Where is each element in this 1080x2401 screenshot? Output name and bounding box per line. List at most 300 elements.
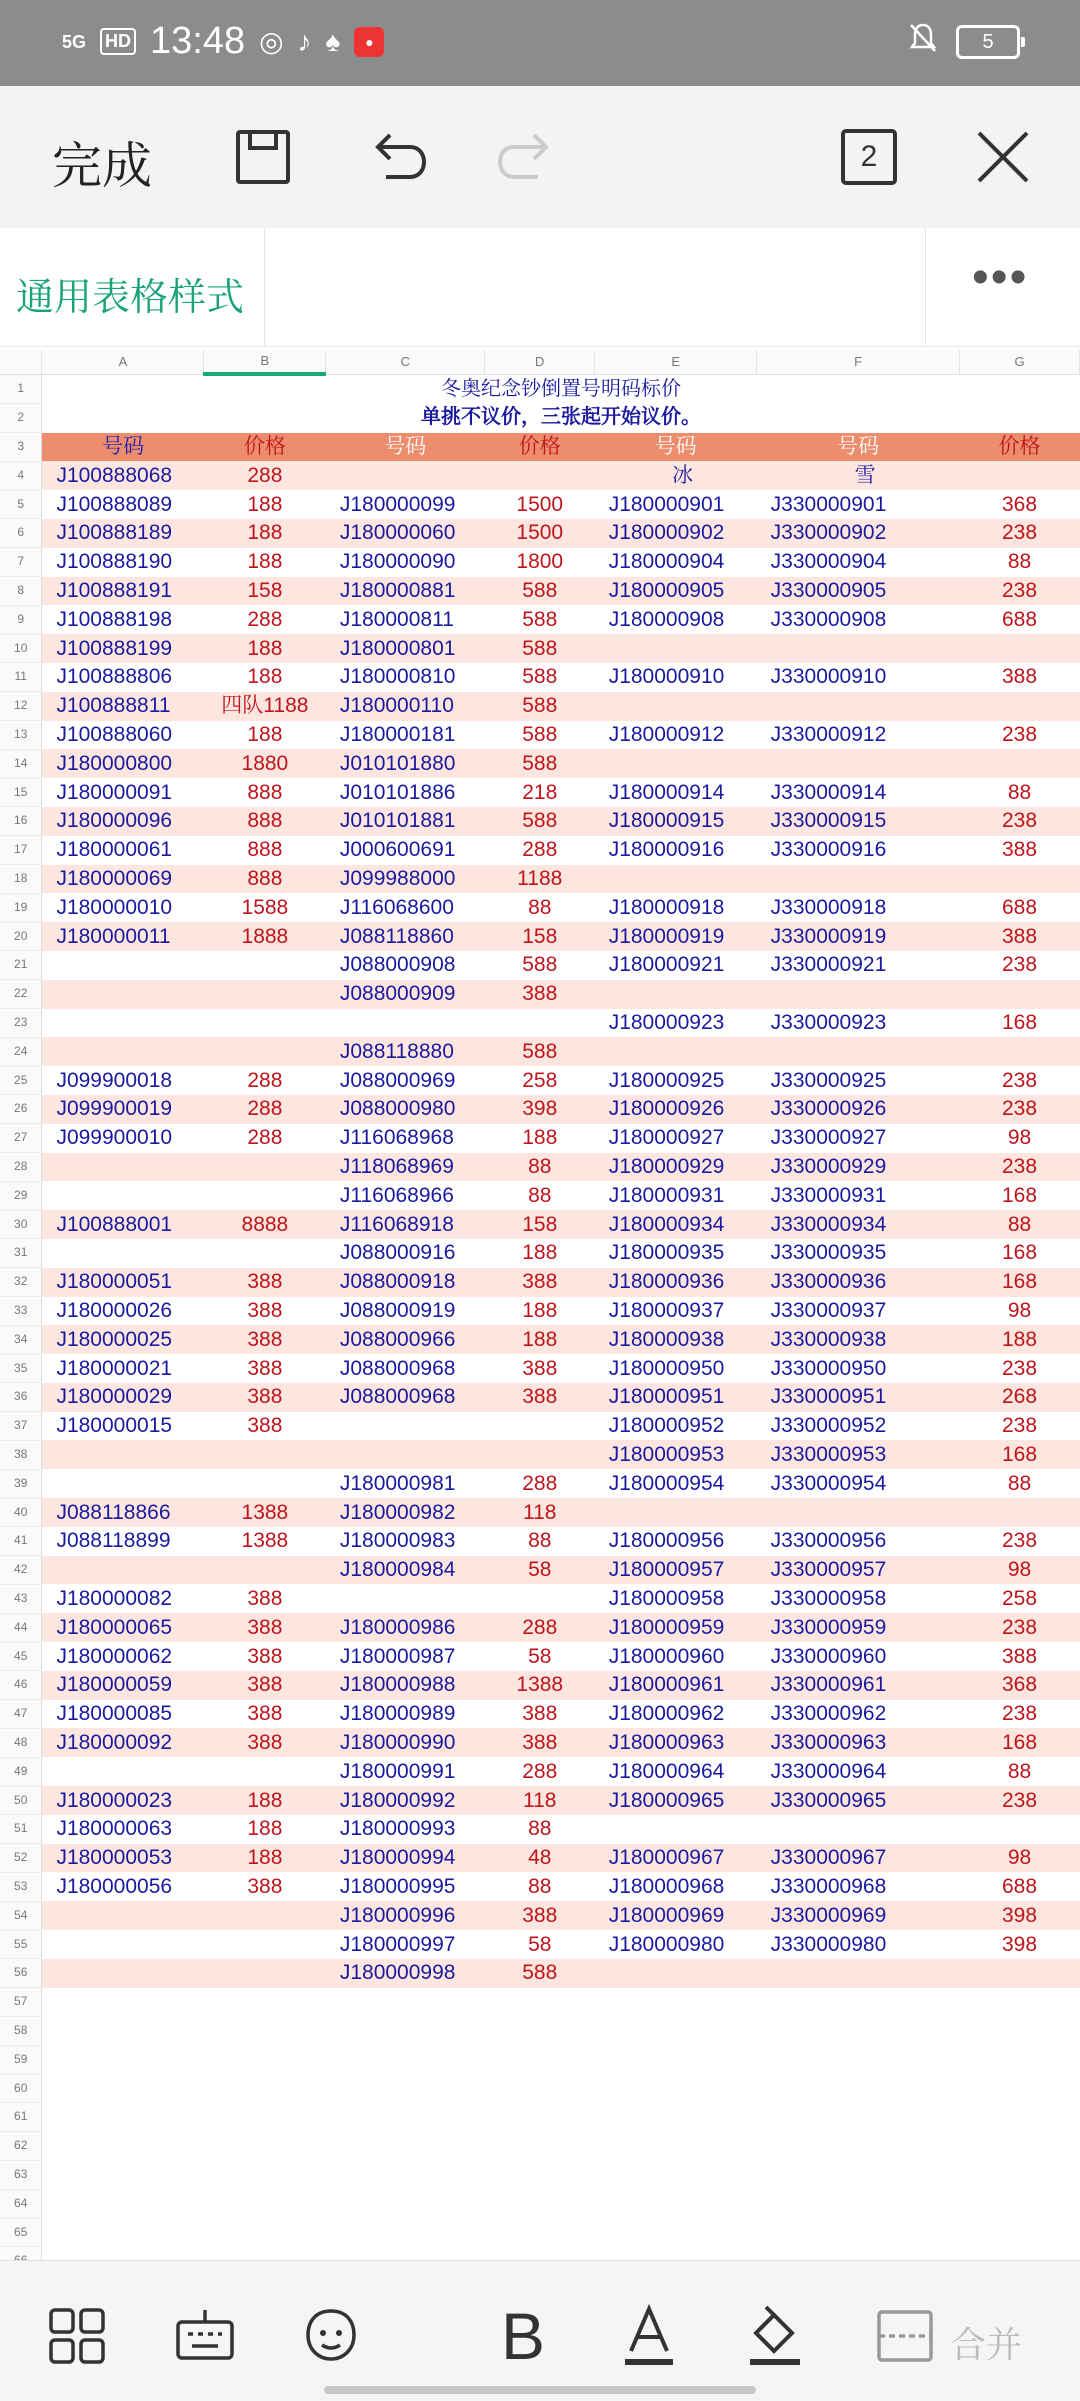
code-cell[interactable]: J330000938: [757, 1325, 960, 1354]
code-cell[interactable]: J180000023: [42, 1786, 204, 1815]
code-cell[interactable]: J330000929: [757, 1153, 960, 1182]
empty-cell[interactable]: [960, 2074, 1080, 2103]
empty-cell[interactable]: [960, 2103, 1080, 2132]
code-cell[interactable]: J180000096: [42, 807, 204, 836]
price-cell[interactable]: 238: [960, 1095, 1080, 1124]
price-cell[interactable]: 188: [204, 1786, 326, 1815]
empty-cell[interactable]: [204, 2074, 326, 2103]
code-cell[interactable]: J088000968: [339, 1356, 456, 1380]
row-number[interactable]: 37: [0, 1412, 42, 1441]
price-cell[interactable]: [204, 1469, 326, 1498]
code-cell[interactable]: J180000905: [595, 577, 757, 606]
price-cell[interactable]: 1388: [204, 1498, 326, 1527]
price-cell[interactable]: 588: [485, 692, 595, 721]
price-cell[interactable]: 118: [485, 1498, 595, 1527]
price-cell[interactable]: 88: [1007, 1471, 1032, 1495]
code-cell[interactable]: J180000967: [595, 1844, 757, 1873]
empty-cell[interactable]: [42, 2218, 204, 2247]
row-number[interactable]: 17: [0, 836, 42, 865]
row-number[interactable]: 45: [0, 1642, 42, 1671]
code-cell[interactable]: J100888811: [42, 692, 204, 721]
code-cell[interactable]: J180000996: [326, 1901, 485, 1930]
code-cell[interactable]: [42, 1469, 204, 1498]
price-cell[interactable]: 888: [204, 865, 326, 894]
empty-cell[interactable]: [42, 2103, 204, 2132]
row-number[interactable]: 32: [0, 1268, 42, 1297]
column-header-g[interactable]: G: [960, 350, 1080, 374]
header-cell[interactable]: 号码: [326, 433, 485, 462]
code-cell[interactable]: [42, 1440, 204, 1469]
code-cell[interactable]: J180000998: [326, 1959, 485, 1988]
code-cell[interactable]: [326, 1584, 485, 1613]
empty-cell[interactable]: [485, 1988, 595, 2017]
code-cell[interactable]: J330000921: [770, 953, 887, 977]
code-cell[interactable]: J088000968: [326, 1383, 485, 1412]
header-cell[interactable]: 价格: [485, 433, 595, 462]
empty-cell[interactable]: [757, 2016, 960, 2045]
code-cell[interactable]: J330000936: [757, 1268, 960, 1297]
code-cell[interactable]: J180000935: [608, 1241, 725, 1265]
code-cell[interactable]: J180000995: [339, 1874, 456, 1898]
price-cell[interactable]: [204, 980, 326, 1009]
code-cell[interactable]: J180000987: [339, 1644, 456, 1668]
code-cell[interactable]: J180000056: [56, 1874, 173, 1898]
code-cell[interactable]: [757, 980, 960, 1009]
price-cell[interactable]: 188: [485, 1325, 595, 1354]
price-cell[interactable]: 238: [1002, 1356, 1038, 1380]
column-header-b[interactable]: B: [204, 350, 326, 374]
price-cell[interactable]: 588: [485, 1959, 595, 1988]
code-cell[interactable]: J180000921: [608, 953, 725, 977]
empty-cell[interactable]: [960, 2189, 1080, 2218]
code-cell[interactable]: J180000992: [326, 1786, 485, 1815]
price-cell[interactable]: 288: [522, 1759, 558, 1783]
code-cell[interactable]: J010101880: [326, 749, 485, 778]
price-cell[interactable]: 388: [247, 1299, 283, 1322]
price-cell[interactable]: 388: [204, 1671, 326, 1700]
code-cell[interactable]: J330000960: [770, 1644, 887, 1668]
code-cell[interactable]: [595, 1959, 757, 1988]
price-cell[interactable]: 398: [960, 1901, 1080, 1930]
empty-cell[interactable]: [42, 1988, 204, 2017]
empty-cell[interactable]: [204, 1988, 326, 2017]
empty-cell[interactable]: [595, 2160, 757, 2189]
row-number[interactable]: 25: [0, 1066, 42, 1095]
empty-cell[interactable]: [42, 2132, 204, 2161]
price-cell[interactable]: 1500: [516, 492, 564, 516]
code-cell[interactable]: J180000986: [326, 1613, 485, 1642]
row-number[interactable]: 46: [0, 1671, 42, 1700]
empty-cell[interactable]: [204, 2132, 326, 2161]
empty-cell[interactable]: [42, 2016, 204, 2045]
row-number[interactable]: 1: [0, 374, 42, 404]
code-cell[interactable]: J000600691: [339, 838, 456, 862]
select-all-corner[interactable]: [0, 350, 42, 374]
code-cell[interactable]: J100888191: [42, 577, 204, 606]
price-cell[interactable]: 888: [247, 780, 283, 804]
price-cell[interactable]: 168: [960, 1440, 1080, 1469]
row-number[interactable]: 59: [0, 2045, 42, 2074]
price-cell[interactable]: 98: [1007, 1299, 1032, 1322]
price-cell[interactable]: 368: [960, 1671, 1080, 1700]
code-cell[interactable]: J180000990: [326, 1728, 485, 1757]
code-cell[interactable]: J180000099: [339, 492, 456, 516]
empty-cell[interactable]: [204, 2045, 326, 2074]
code-cell[interactable]: J180000961: [595, 1671, 757, 1700]
row-number[interactable]: 44: [0, 1613, 42, 1642]
row-number[interactable]: 62: [0, 2132, 42, 2161]
code-cell[interactable]: [42, 1037, 204, 1066]
empty-cell[interactable]: [595, 2074, 757, 2103]
code-cell[interactable]: J180000934: [595, 1210, 757, 1239]
code-cell[interactable]: J330000953: [757, 1440, 960, 1469]
code-cell[interactable]: J180000959: [595, 1613, 757, 1642]
empty-cell[interactable]: [960, 2045, 1080, 2074]
code-cell[interactable]: [757, 1037, 960, 1066]
price-cell[interactable]: 8888: [204, 1210, 326, 1239]
price-cell[interactable]: [485, 1412, 595, 1441]
price-cell[interactable]: 168: [1002, 1241, 1038, 1265]
price-cell[interactable]: 388: [485, 1268, 595, 1297]
row-number[interactable]: 27: [0, 1124, 42, 1153]
code-cell[interactable]: J180000051: [42, 1268, 204, 1297]
price-cell[interactable]: 288: [204, 461, 326, 490]
code-cell[interactable]: J088118860: [326, 922, 485, 951]
price-cell[interactable]: 588: [485, 634, 595, 663]
code-cell[interactable]: J180000950: [608, 1356, 725, 1380]
price-cell[interactable]: 388: [204, 1268, 326, 1297]
code-cell[interactable]: J180000965: [595, 1786, 757, 1815]
code-cell[interactable]: J330000963: [757, 1728, 960, 1757]
code-cell[interactable]: J180000062: [56, 1644, 173, 1668]
code-cell[interactable]: [757, 1498, 960, 1527]
code-cell[interactable]: J180000988: [326, 1671, 485, 1700]
code-cell[interactable]: J180000929: [595, 1153, 757, 1182]
row-number[interactable]: 28: [0, 1153, 42, 1182]
code-cell[interactable]: J330000910: [770, 665, 887, 689]
code-cell[interactable]: J118068969: [326, 1153, 485, 1182]
code-cell[interactable]: J180000912: [608, 723, 725, 747]
row-number[interactable]: 23: [0, 1009, 42, 1038]
code-cell[interactable]: J180000915: [595, 807, 757, 836]
code-cell[interactable]: J180000021: [56, 1356, 173, 1380]
code-cell[interactable]: J180000938: [595, 1325, 757, 1354]
price-cell[interactable]: 48: [485, 1844, 595, 1873]
price-cell[interactable]: 288: [247, 1068, 283, 1092]
price-cell[interactable]: 588: [485, 749, 595, 778]
column-header-c[interactable]: C: [326, 350, 485, 374]
code-cell[interactable]: J100888068: [42, 461, 204, 490]
code-cell[interactable]: [595, 1498, 757, 1527]
row-number[interactable]: 7: [0, 548, 42, 577]
price-cell[interactable]: 238: [1002, 953, 1038, 977]
price-cell[interactable]: 1388: [485, 1671, 595, 1700]
code-cell[interactable]: J099988000: [326, 865, 485, 894]
row-number[interactable]: 51: [0, 1815, 42, 1844]
code-cell[interactable]: J010101886: [339, 780, 456, 804]
code-cell[interactable]: J088000969: [339, 1068, 456, 1092]
price-cell[interactable]: 158: [485, 1210, 595, 1239]
price-cell[interactable]: 118: [485, 1786, 595, 1815]
price-cell[interactable]: 388: [485, 1383, 595, 1412]
code-cell[interactable]: J180000918: [608, 895, 725, 919]
code-cell[interactable]: J180000910: [608, 665, 725, 689]
font-color-icon[interactable]: [614, 2301, 684, 2371]
code-cell[interactable]: J180000069: [42, 865, 204, 894]
undo-icon[interactable]: [362, 122, 432, 192]
price-cell[interactable]: 238: [960, 1153, 1080, 1182]
code-cell[interactable]: J330000957: [757, 1556, 960, 1585]
price-cell[interactable]: 188: [247, 1817, 283, 1841]
price-cell[interactable]: 398: [485, 1095, 595, 1124]
empty-cell[interactable]: [326, 2074, 485, 2103]
code-cell[interactable]: J330000964: [770, 1759, 887, 1783]
code-cell[interactable]: J099900018: [56, 1068, 173, 1092]
empty-cell[interactable]: [326, 2103, 485, 2132]
price-cell[interactable]: [960, 634, 1080, 663]
code-cell[interactable]: J330000937: [770, 1299, 887, 1322]
price-cell[interactable]: 388: [485, 980, 595, 1009]
code-cell[interactable]: J180000085: [56, 1702, 173, 1726]
price-cell[interactable]: [204, 1930, 326, 1959]
empty-cell[interactable]: [326, 2016, 485, 2045]
code-cell[interactable]: J180000029: [42, 1383, 204, 1412]
price-cell[interactable]: 188: [204, 519, 326, 548]
price-cell[interactable]: 188: [960, 1325, 1080, 1354]
close-icon[interactable]: [968, 122, 1038, 192]
price-cell[interactable]: 88: [1007, 550, 1032, 574]
code-cell[interactable]: J180000092: [42, 1728, 204, 1757]
code-cell[interactable]: J088000966: [326, 1325, 485, 1354]
code-cell[interactable]: J330000905: [757, 577, 960, 606]
code-cell[interactable]: J180000931: [608, 1183, 725, 1207]
price-cell[interactable]: 388: [1002, 1644, 1038, 1668]
code-cell[interactable]: J180000901: [608, 492, 725, 516]
empty-cell[interactable]: [42, 2074, 204, 2103]
code-cell[interactable]: J180000981: [339, 1471, 456, 1495]
price-cell[interactable]: 388: [247, 1874, 283, 1898]
code-cell[interactable]: [42, 1009, 204, 1038]
row-number[interactable]: 12: [0, 692, 42, 721]
price-cell[interactable]: 238: [960, 1786, 1080, 1815]
code-cell[interactable]: J180000969: [595, 1901, 757, 1930]
price-cell[interactable]: 58: [528, 1644, 552, 1668]
code-cell[interactable]: J180000026: [56, 1299, 173, 1322]
code-cell[interactable]: J330000951: [757, 1383, 960, 1412]
price-cell[interactable]: 188: [522, 1241, 558, 1265]
empty-cell[interactable]: [595, 1988, 757, 2017]
row-number[interactable]: 52: [0, 1844, 42, 1873]
code-cell[interactable]: J100888806: [56, 665, 173, 689]
row-number[interactable]: 58: [0, 2016, 42, 2045]
price-cell[interactable]: [204, 1239, 326, 1268]
empty-cell[interactable]: [485, 2016, 595, 2045]
row-number[interactable]: 19: [0, 893, 42, 922]
row-number[interactable]: 53: [0, 1872, 42, 1901]
code-cell[interactable]: [595, 980, 757, 1009]
price-cell[interactable]: 238: [960, 807, 1080, 836]
price-cell[interactable]: 218: [522, 780, 558, 804]
price-cell[interactable]: [960, 1815, 1080, 1844]
done-button[interactable]: 完成: [52, 138, 152, 194]
code-cell[interactable]: J330000959: [757, 1613, 960, 1642]
row-number[interactable]: 40: [0, 1498, 42, 1527]
code-cell[interactable]: J330000961: [757, 1671, 960, 1700]
price-cell[interactable]: 688: [1002, 607, 1038, 631]
price-cell[interactable]: [204, 1440, 326, 1469]
price-cell[interactable]: 58: [485, 1556, 595, 1585]
more-icon[interactable]: •••: [972, 251, 1029, 304]
code-cell[interactable]: [595, 1815, 757, 1844]
price-cell[interactable]: 388: [204, 1383, 326, 1412]
code-cell[interactable]: J180000980: [608, 1932, 725, 1956]
price-cell[interactable]: [204, 1901, 326, 1930]
price-cell[interactable]: 388: [247, 1586, 283, 1610]
code-cell[interactable]: [42, 951, 204, 980]
code-cell[interactable]: J180000957: [595, 1556, 757, 1585]
code-cell[interactable]: J330000901: [770, 492, 887, 516]
code-cell[interactable]: J180000053: [42, 1844, 204, 1873]
price-cell[interactable]: 388: [1002, 665, 1038, 689]
empty-cell[interactable]: [42, 2160, 204, 2189]
price-cell[interactable]: 98: [1007, 1126, 1032, 1150]
price-cell[interactable]: [960, 692, 1080, 721]
code-cell[interactable]: J116068966: [339, 1183, 454, 1207]
empty-cell[interactable]: [326, 2160, 485, 2189]
code-cell[interactable]: J180000997: [339, 1932, 456, 1956]
code-cell[interactable]: J180000801: [326, 634, 485, 663]
price-cell[interactable]: [204, 1009, 326, 1038]
code-cell[interactable]: J088118866: [42, 1498, 204, 1527]
code-cell[interactable]: J180000916: [608, 838, 725, 862]
price-cell[interactable]: 88: [528, 1529, 552, 1553]
fill-color-icon[interactable]: [740, 2301, 810, 2371]
code-cell[interactable]: J100888060: [56, 723, 173, 747]
price-cell[interactable]: 258: [1002, 1586, 1038, 1610]
header-cell[interactable]: 号码: [757, 433, 960, 462]
empty-cell[interactable]: [326, 2045, 485, 2074]
code-cell[interactable]: J330000916: [770, 838, 887, 862]
redo-icon[interactable]: [492, 122, 562, 192]
row-number[interactable]: 57: [0, 1988, 42, 2017]
price-cell[interactable]: 188: [247, 723, 283, 747]
row-number[interactable]: 49: [0, 1757, 42, 1786]
column-header-f[interactable]: F: [757, 350, 960, 374]
empty-cell[interactable]: [204, 2189, 326, 2218]
row-number[interactable]: 63: [0, 2160, 42, 2189]
code-cell[interactable]: J330000927: [770, 1126, 887, 1150]
code-cell[interactable]: [757, 1959, 960, 1988]
bold-icon[interactable]: B: [500, 2299, 546, 2373]
code-cell[interactable]: J180000963: [595, 1728, 757, 1757]
code-cell[interactable]: [326, 1440, 485, 1469]
empty-cell[interactable]: [42, 2045, 204, 2074]
row-number[interactable]: 47: [0, 1700, 42, 1729]
column-header-a[interactable]: A: [42, 350, 204, 374]
code-cell[interactable]: J180000082: [56, 1586, 173, 1610]
home-indicator[interactable]: [324, 2386, 756, 2394]
empty-cell[interactable]: [42, 2189, 204, 2218]
price-cell[interactable]: 888: [204, 807, 326, 836]
header-cell[interactable]: 号码: [42, 433, 204, 462]
empty-cell[interactable]: [595, 2045, 757, 2074]
row-number[interactable]: 6: [0, 519, 42, 548]
spreadsheet-grid[interactable]: [0, 350, 1080, 2260]
code-cell[interactable]: J180000954: [608, 1471, 725, 1495]
price-cell[interactable]: 188: [247, 550, 283, 574]
price-cell[interactable]: 388: [204, 1325, 326, 1354]
empty-cell[interactable]: [757, 2103, 960, 2132]
save-icon[interactable]: [228, 122, 298, 192]
row-number[interactable]: 9: [0, 605, 42, 634]
spreadsheet-table[interactable]: [0, 350, 1080, 2305]
row-number[interactable]: 31: [0, 1239, 42, 1268]
code-cell[interactable]: J100888089: [56, 492, 173, 516]
price-cell[interactable]: [485, 461, 595, 490]
empty-cell[interactable]: [757, 2160, 960, 2189]
code-cell[interactable]: J180000964: [608, 1759, 725, 1783]
code-cell[interactable]: J330000962: [770, 1702, 887, 1726]
price-cell[interactable]: 688: [1002, 1874, 1038, 1898]
code-cell[interactable]: J180000951: [595, 1383, 757, 1412]
price-cell[interactable]: 388: [1002, 838, 1038, 862]
code-cell[interactable]: J099900019: [42, 1095, 204, 1124]
code-cell[interactable]: J100888199: [42, 634, 204, 663]
table-style-label[interactable]: 通用表格样式: [16, 277, 245, 319]
price-cell[interactable]: 688: [1002, 895, 1038, 919]
code-cell[interactable]: J180000960: [608, 1644, 725, 1668]
price-cell[interactable]: 88: [1007, 780, 1032, 804]
price-cell[interactable]: 288: [204, 1095, 326, 1124]
price-cell[interactable]: 58: [528, 1932, 552, 1956]
code-cell[interactable]: J088000980: [326, 1095, 485, 1124]
code-cell[interactable]: J330000968: [770, 1874, 887, 1898]
row-number[interactable]: 65: [0, 2218, 42, 2247]
empty-cell[interactable]: [326, 2189, 485, 2218]
code-cell[interactable]: J180000010: [56, 895, 173, 919]
row-number[interactable]: 33: [0, 1297, 42, 1326]
empty-cell[interactable]: [960, 1988, 1080, 2017]
code-cell[interactable]: J180000926: [595, 1095, 757, 1124]
row-number[interactable]: 39: [0, 1469, 42, 1498]
code-cell[interactable]: J180000110: [326, 692, 485, 721]
assistant-icon[interactable]: [296, 2301, 366, 2371]
price-cell[interactable]: 88: [485, 1153, 595, 1182]
code-cell[interactable]: [42, 1930, 204, 1959]
code-cell[interactable]: J180000800: [42, 749, 204, 778]
code-cell[interactable]: J088000909: [326, 980, 485, 1009]
code-cell[interactable]: J330000915: [757, 807, 960, 836]
price-cell[interactable]: [204, 951, 326, 980]
code-cell[interactable]: J180000059: [42, 1671, 204, 1700]
code-cell[interactable]: J180000953: [595, 1440, 757, 1469]
price-cell[interactable]: 588: [522, 723, 558, 747]
row-number[interactable]: 15: [0, 778, 42, 807]
price-cell[interactable]: 98: [960, 1556, 1080, 1585]
price-cell[interactable]: 588: [485, 577, 595, 606]
empty-cell[interactable]: [485, 2103, 595, 2132]
code-cell[interactable]: [42, 1901, 204, 1930]
price-cell[interactable]: 268: [960, 1383, 1080, 1412]
code-cell[interactable]: J180000925: [608, 1068, 725, 1092]
code-cell[interactable]: [326, 1009, 485, 1038]
price-cell[interactable]: [485, 1009, 595, 1038]
price-cell[interactable]: 288: [247, 1126, 283, 1150]
code-cell[interactable]: J116068968: [339, 1126, 454, 1150]
header-cell[interactable]: 价格: [204, 433, 326, 462]
price-cell[interactable]: 238: [1002, 1529, 1038, 1553]
empty-cell[interactable]: [485, 2132, 595, 2161]
